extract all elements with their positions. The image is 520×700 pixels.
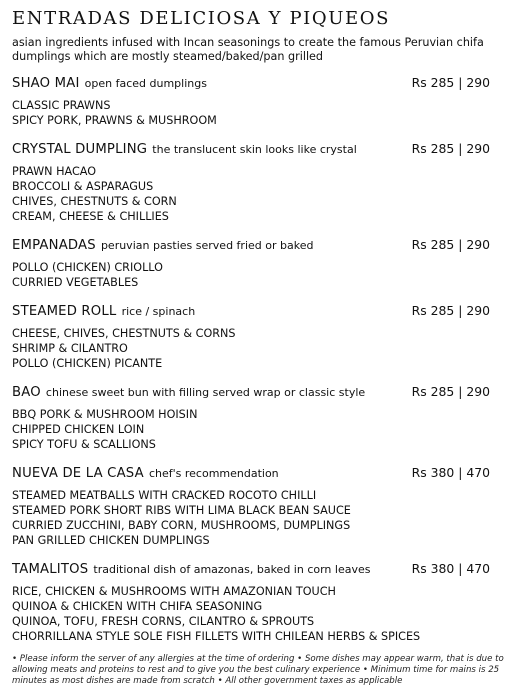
menu-item: SPICY TOFU & SCALLIONS <box>12 438 156 451</box>
item-list <box>12 407 510 452</box>
section-heading <box>12 300 195 319</box>
menu-intro: asian ingredients infused with Incan seasonings to create the famous Peruvian chifa dumplings which are mostly steamed/baked/pan grilled <box>12 36 484 63</box>
section-description: chef's recommendation <box>148 467 279 480</box>
menu-item: PRAWN HACAO <box>12 165 97 178</box>
section-price: Rs 380 | 470 <box>411 561 490 576</box>
menu-item: QUINOA, TOFU, FRESH CORNS, CILANTRO & SPROUTS <box>12 615 315 628</box>
section-header <box>12 558 510 577</box>
section-header <box>12 138 510 157</box>
menu-item: BBQ PORK & MUSHROOM HOISIN <box>12 408 198 421</box>
menu-section <box>12 381 510 452</box>
section-heading <box>12 234 313 253</box>
section-header <box>12 300 510 319</box>
menu-item: CHIPPED CHICKEN LOIN <box>12 423 145 436</box>
menu-item: POLLO (CHICKEN) CRIOLLO <box>12 261 163 274</box>
section-heading <box>12 558 370 577</box>
menu-item: CURRIED ZUCCHINI, BABY CORN, MUSHROOMS, DUMPLINGS <box>12 519 351 532</box>
menu-item: POLLO (CHICKEN) PICANTE <box>12 357 163 370</box>
menu-section <box>12 300 510 371</box>
item-list <box>12 488 510 548</box>
menu-item: SHRIMP & CILANTRO <box>12 342 128 355</box>
menu-item: CURRIED VEGETABLES <box>12 276 139 289</box>
section-name: SHAO MAI <box>12 76 80 91</box>
menu-item: CHEESE, CHIVES, CHESTNUTS & CORNS <box>12 327 236 340</box>
section-header <box>12 381 510 400</box>
menu-item: SPICY PORK, PRAWNS & MUSHROOM <box>12 114 217 127</box>
menu-title: ENTRADAS DELICIOSA Y PIQUEOS <box>12 8 391 29</box>
menu-item: CREAM, CHEESE & CHILLIES <box>12 210 169 223</box>
menu-item: STEAMED MEATBALLS WITH CRACKED ROCOTO CHILLI <box>12 489 317 502</box>
section-description: open faced dumplings <box>84 77 207 90</box>
section-name: EMPANADAS <box>12 238 96 253</box>
menu-section <box>12 72 510 128</box>
section-price: Rs 285 | 290 <box>411 384 490 399</box>
section-price: Rs 380 | 470 <box>411 465 490 480</box>
section-description: traditional dish of amazonas, baked in corn leaves <box>93 563 371 576</box>
item-list <box>12 164 510 224</box>
section-heading <box>12 138 357 157</box>
section-name: STEAMED ROLL <box>12 304 117 319</box>
menu-item: BROCCOLI & ASPARAGUS <box>12 180 154 193</box>
section-header <box>12 72 510 91</box>
menu-item: CLASSIC PRAWNS <box>12 99 111 112</box>
menu-sections <box>12 72 510 644</box>
menu-item: CHIVES, CHESTNUTS & CORN <box>12 195 177 208</box>
item-list <box>12 584 510 644</box>
section-description: rice / spinach <box>121 305 196 318</box>
menu-item: PAN GRILLED CHICKEN DUMPLINGS <box>12 534 210 547</box>
section-heading <box>12 72 207 91</box>
menu-item: CHORRILLANA STYLE SOLE FISH FILLETS WITH CHILEAN HERBS & SPICES <box>12 630 421 643</box>
section-heading <box>12 462 279 481</box>
section-header <box>12 462 510 481</box>
section-price: Rs 285 | 290 <box>411 303 490 318</box>
section-heading <box>12 381 365 400</box>
menu-section <box>12 234 510 290</box>
menu-section <box>12 558 510 644</box>
menu-section <box>12 462 510 548</box>
section-name: TAMALITOS <box>12 562 89 577</box>
section-price: Rs 285 | 290 <box>411 75 490 90</box>
section-price: Rs 285 | 290 <box>411 141 490 156</box>
section-name: BAO <box>12 385 41 400</box>
item-list <box>12 326 510 371</box>
section-description: chinese sweet bun with filling served wrap or classic style <box>45 386 366 399</box>
section-name: CRYSTAL DUMPLING <box>12 142 148 157</box>
item-list <box>12 260 510 290</box>
section-description: peruvian pasties served fried or baked <box>100 239 314 252</box>
section-header <box>12 234 510 253</box>
menu-section <box>12 138 510 224</box>
item-list <box>12 98 510 128</box>
menu-item: RICE, CHICKEN & MUSHROOMS WITH AMAZONIAN TOUCH <box>12 585 336 598</box>
footnote: • Please inform the server of any allergies at the time of ordering • Some dishes may appear warm, that is due to allowing meats and proteins to rest and to give you the best culinary experience • Minimum time for mains is 25 minutes as most dishes are made from scratch • All other government taxes as applicable <box>12 654 504 686</box>
section-description: the translucent skin looks like crystal <box>152 143 357 156</box>
section-name: NUEVA DE LA CASA <box>12 466 144 481</box>
menu-item: QUINOA & CHICKEN WITH CHIFA SEASONING <box>12 600 263 613</box>
menu-item: STEAMED PORK SHORT RIBS WITH LIMA BLACK BEAN SAUCE <box>12 504 351 517</box>
section-price: Rs 285 | 290 <box>411 237 490 252</box>
